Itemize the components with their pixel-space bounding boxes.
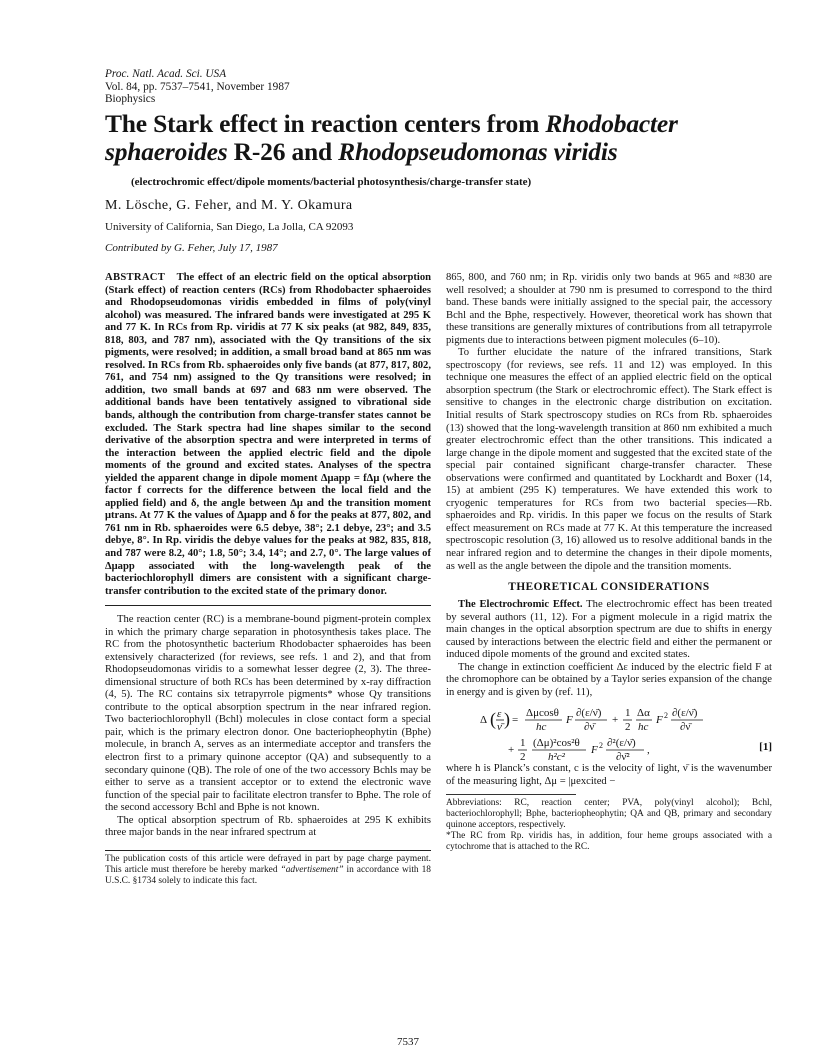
abstract-text: The effect of an electric field on the optical absorption (Stark effect) of reaction centers (RCs) from Rhodobacter sphaeroides and Rhodopseudomonas viridis embedded in films of poly(vinyl alcohol) was measured. The infrared bands were investigated at 295 K and 77 K. In RCs from Rp. viridis at 77 K six peaks (at 982, 849, 835, 818, 803, and 787 nm), associated with the Qy transitions of the six pigments, were resolved; in addition, a small broad band at 865 nm was resolved. In RCs from Rb. sphaeroides only five bands (at 877, 817, 802, 761, and 754 nm) assigned to the Qy transitions were resolved; in addition, two small bands at 697 and 683 nm were observed. The additional bands have been tentatively assigned to vibrational side bands, although the contribution from charge-transfer states cannot be excluded. The Stark spectra had line shapes similar to the second derivative of the absorption spectra and were interpreted in terms of the interaction between the applied electric field and the dipole moments of the ground and excited states. Analyses of the spectra yielded the apparent change in dipole moment Δμapp = fΔμ (where the factor f corrects for the difference between the local field and the applied field) and δ, the angle between Δμ and the transition moment μtrans. At 77 K the values of Δμapp and δ for the peaks at 877, 802, and 761 nm in Rb. sphaeroides were 6.5 debye, 38°; 2.1 debye, 23°; and 3.5 debye, 8°. In Rp. viridis the debye values for the peaks at 982, 835, 818, and 787 were 8.2, 40°; 1.8, 50°; 3.4, 14°; and 2.7, 0°. The large values of Δμapp associated with the long-wavelength peak of the bacteriochlorophyll dimers are consistent with a significant charge-transfer contribution to the excited state of the primary donor. [105,272,432,597]
journal-name: Proc. Natl. Acad. Sci. USA [105,68,227,80]
svg-text:(: ( [490,709,496,729]
svg-text:(Δμ)²cos²θ: (Δμ)²cos²θ [533,737,580,749]
svg-text:ν̄: ν̄ [497,721,502,733]
svg-text:Δμcosθ: Δμcosθ [526,707,559,719]
equation-number: [1] [759,741,772,753]
equation-1 [446,703,772,761]
svg-text:2: 2 [664,711,668,720]
contributed-text: Contributed by G. Feher, July 17, 1987 [105,242,278,254]
svg-text:2: 2 [599,741,603,750]
svg-text:Δ: Δ [480,714,488,726]
svg-text:∂ν̄²: ∂ν̄² [616,751,630,761]
svg-text:ε: ε [497,708,502,720]
svg-text:=: = [512,714,519,726]
introduction [105,614,431,840]
abstract-divider [105,605,431,606]
footnote-text-2: in accordance with 18 U.S.C. §1734 solely to indicate this fact. [105,865,431,886]
right-paragraph-1: 865, 800, and 760 nm; in Rp. viridis only two bands at 965 and ≈830 are well resolved; a shoulder at 790 nm is presumed to correspond to the third band. These bands were initially assigned to the special pair, the accessory Bchl and the Bphe, respectively. However, theoretical work has shown that these transitions are generally mixtures of contributions from all tetrapyrrole pigments due to interactions between pigment molecules (6–10). [446,272,772,346]
right-column-intro [446,272,772,573]
theory-subheading: The Electrochromic Effect. [458,599,583,610]
paper-title [105,110,745,166]
abstract [105,272,431,598]
section-name: Biophysics [105,93,156,105]
svg-text:h²c²: h²c² [548,751,565,761]
theory-paragraph-1: The electrochromic effect has been treated by several authors (11, 12). For a pigment molecule in a rigid matrix the main changes in the optical absorption spectrum are due to shifts in energy caused by interactions between the electric field and either the permanent or induced dipole moments of the ground and excited states. [446,599,773,661]
abstract-label: ABSTRACT [105,272,166,283]
intro-paragraph-1: The reaction center (RC) is a membrane-bound pigment-protein complex in which the primary charge separation in photosynthesis takes place. The RC from the photosynthetic bacterium Rhodobacter sphaeroides has been extensively characterized (for reviews, see refs. 1 and 2), and that from Rhodopseudomonas viridis to a somewhat lesser degree (2, 3). The three-dimensional structure of both RCs has been determined by x-ray diffraction (4, 5). The RC contains six tetrapyrrole pigments* whose Qy transitions contribute to the optical absorption spectrum in the near infrared region. Two bacteriochlorophyll (Bchl) molecules in close contact form a special pair, which is the primary electron donor. One bacteriopheophytin (Bphe) molecule, in branch A, serves as an intermediate acceptor and transfers the electron first to a primary quinone acceptor (QA) and subsequently to a secondary quinone (QB). The role of one of the two accessory Bchls may be either to serve as a transient acceptor or to extend the electronic wave function of the special pair to facilitate electron transfer to Bphe. The role of the second accessory Bchl and Bphe is not known. [105,614,431,814]
svg-text:F: F [656,714,663,726]
footnote-text-1: The publication costs of this article were defrayed in part by page charge payment. This article must therefore be hereby marked [105,854,431,875]
section-heading-theory: THEORETICAL CONSIDERATIONS [508,581,710,593]
theory-section [446,599,772,699]
svg-text:+: + [612,714,619,726]
intro-paragraph-2: The optical absorption spectrum of Rb. sphaeroides at 295 K exhibits three major bands in the near infrared spectrum at [105,814,431,839]
page-number: 7537 [397,1036,419,1048]
svg-text:+: + [508,744,515,756]
svg-text:∂ν̄: ∂ν̄ [680,721,691,733]
footnote-divider-left [105,850,431,851]
title-part-1: The Stark effect in reaction centers from [105,109,546,138]
svg-text:2: 2 [520,751,526,761]
footnote-divider-right [446,794,576,795]
theory-paragraph-2: The change in extinction coefficient Δε induced by the electric field F at the chromophore can be obtained by a Taylor series expansion of the change in energy and is given by (ref. 11), [446,661,772,698]
svg-text:hc: hc [638,721,649,733]
affiliation: University of California, San Diego, La Jolla, CA 92093 [105,221,354,233]
star-footnote: *The RC from Rp. viridis has, in addition, four heme groups associated with a cytochrome that is attached to the RC. [446,831,772,852]
title-species-1: Rhodobacter sphaeroides [105,109,678,166]
svg-text:Δα: Δα [637,707,650,719]
authors: M. Lösche, G. Feher, and M. Y. Okamura [105,198,353,213]
publication-cost-footnote [105,854,431,887]
keywords: (electrochromic effect/dipole moments/bacterial photosynthesis/charge-transfer state) [131,176,532,188]
journal-header [105,68,290,106]
svg-text:∂²(ε/ν̄): ∂²(ε/ν̄) [607,737,636,749]
svg-text:1: 1 [625,707,631,719]
svg-text:∂(ε/ν̄): ∂(ε/ν̄) [672,707,698,719]
svg-text:F: F [566,714,573,726]
abbreviations-footnote: Abbreviations: RC, reaction center; PVA, poly(vinyl alcohol); Bchl, bacteriochlorophyll; Bphe, bacteriopheophytin; QA and QB, primary and secondary quinone acceptors, respectively. [446,798,772,830]
svg-text:1: 1 [520,737,526,749]
volume-info: Vol. 84, pp. 7537–7541, November 1987 [105,80,290,93]
svg-text:F: F [591,744,598,756]
title-species-2: Rhodopseudomonas viridis [338,137,618,166]
right-paragraph-2: To further elucidate the nature of the infrared transitions, Stark spectroscopy (for reviews, see refs. 11 and 12) was employed. In this technique one measures the effect of an applied electric field on the optical absorption spectrum (the Stark or electrochromic effect). The Stark effect is sensitive to changes in the electronic charge distribution on excitation. Initial results of Stark spectroscopy studies on RCs from Rb. sphaeroides (13) showed that the long-wavelength transition at 860 nm exhibited a much greater electrochromic effect than the other transitions. This indicated a large change in the dipole moment and suggested that the excited state of the special pair contained significant charge-transfer character. These observations were confirmed and quantitated by Lockhardt and Boxer (14, 15) at ambient (295 K) temperatures. We have extended this work to cryogenic temperatures for RCs from two bacterial species—Rb. sphaeroides and Rp. viridis. In this paper we focus on the results of Stark effect measurement on RCs made at 77 K. At this temperature the increased spectroscopic resolution (3, 16) allowed us to resolve additional bands in the near infrared region and to determine the changes in their dipole moments, as well as the angle between the dipole and the transition moments. [446,347,772,572]
right-footnotes [446,798,772,853]
svg-text:hc: hc [536,721,547,733]
svg-text:2: 2 [625,721,631,733]
svg-text:∂(ε/ν̄): ∂(ε/ν̄) [576,707,602,719]
title-part-2: R-26 and [227,137,339,166]
equation-graphic [446,703,746,761]
footnote-quoted: “advertisement” [280,865,344,875]
svg-text:∂ν̄: ∂ν̄ [584,721,595,733]
contributed-by [105,242,278,254]
svg-text:): ) [504,709,510,729]
svg-text:,: , [647,744,650,756]
theory-after-equation: where h is Planck’s constant, c is the velocity of light, ν̄ is the wavenumber of the measuring light, Δμ = |μexcited − [446,763,772,787]
